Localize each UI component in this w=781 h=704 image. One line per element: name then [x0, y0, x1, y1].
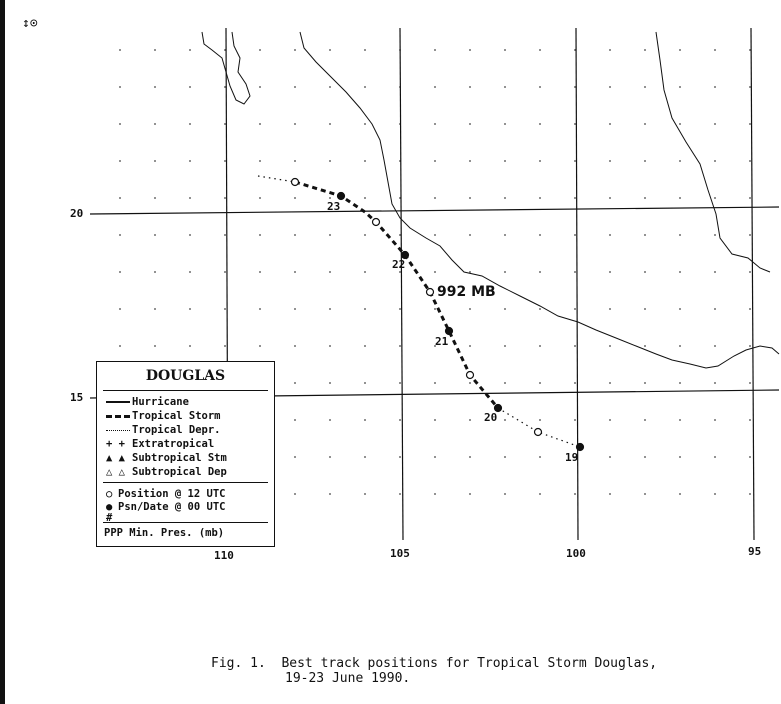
grid-dot [189, 345, 191, 347]
grid-dot [259, 234, 261, 236]
grid-dot [294, 49, 296, 51]
grid-dot [364, 345, 366, 347]
filled-triangle-symbol: ▲ ▲ [106, 452, 125, 464]
position-00utc-21 [446, 328, 453, 335]
grid-dot [679, 234, 681, 236]
grid-dot [259, 308, 261, 310]
grid-dot [539, 49, 541, 51]
grid-dot [189, 49, 191, 51]
grid-dot [434, 382, 436, 384]
lon-label-105: 105 [390, 547, 410, 560]
date-label-19: 19 [565, 451, 579, 464]
lon-label-100: 100 [566, 547, 586, 560]
grid-dot [399, 456, 401, 458]
grid-dot [714, 160, 716, 162]
grid-dot [294, 345, 296, 347]
grid-dot [329, 456, 331, 458]
date-label-20: 20 [484, 411, 498, 424]
grid-dot [574, 382, 576, 384]
figure-caption [211, 656, 657, 686]
grid-dot [294, 456, 296, 458]
grid-dot [119, 234, 121, 236]
grid-dot [609, 382, 611, 384]
grid-dot [294, 308, 296, 310]
grid-dot [609, 271, 611, 273]
grid-dot [294, 160, 296, 162]
grid-dot [469, 86, 471, 88]
grid-dot [399, 308, 401, 310]
grid-dot [469, 197, 471, 199]
grid-dot [434, 86, 436, 88]
grid-dot [504, 308, 506, 310]
grid-dot [294, 271, 296, 273]
lat-label-15: 15 [70, 391, 84, 404]
grid-dot [749, 160, 751, 162]
legend-row-tropical-storm [106, 410, 221, 422]
grid-dot [504, 123, 506, 125]
grid-dot [504, 271, 506, 273]
legend-row-tropical-depression [106, 424, 221, 436]
grid-dot [154, 234, 156, 236]
grid-dot [259, 49, 261, 51]
grid-dot [504, 197, 506, 199]
grid-dot [294, 197, 296, 199]
grid-dot [329, 345, 331, 347]
solid-line-symbol [106, 401, 130, 403]
grid-dot [469, 345, 471, 347]
open-triangle-symbol: △ △ [106, 466, 125, 478]
grid-dot [679, 123, 681, 125]
grid-dot [399, 419, 401, 421]
grid-dot [259, 160, 261, 162]
grid-dot [644, 456, 646, 458]
legend-label: Subtropical Dep [132, 466, 227, 478]
grid-dot [329, 382, 331, 384]
grid-dot [574, 197, 576, 199]
lon-label-110: 110 [214, 549, 234, 562]
grid-dot [119, 160, 121, 162]
meridian-105 [400, 28, 403, 540]
grid-dot [294, 419, 296, 421]
grid-dot [154, 197, 156, 199]
grid-dot [434, 160, 436, 162]
grid-dot [749, 382, 751, 384]
grid-dot [749, 234, 751, 236]
grid-dot [329, 419, 331, 421]
grid-dot [609, 493, 611, 495]
lon-label-95: 95 [748, 545, 762, 558]
grid-dot [294, 123, 296, 125]
date-label-22: 22 [392, 258, 406, 271]
grid-dot [364, 271, 366, 273]
mexico-west-coast [300, 32, 779, 368]
grid-dot [469, 456, 471, 458]
grid-dot [189, 86, 191, 88]
min-pressure-label: 992 MB [437, 284, 496, 300]
position-12utc [292, 179, 299, 186]
grid-dot [609, 419, 611, 421]
grid-dot [714, 456, 716, 458]
grid-dot [189, 123, 191, 125]
grid-dot [609, 197, 611, 199]
grid-dot [119, 123, 121, 125]
grid-dot [539, 382, 541, 384]
grid-dot [539, 234, 541, 236]
position-12utc [427, 289, 434, 296]
legend-row-subtropical-depression [106, 466, 227, 478]
grid-dot [364, 49, 366, 51]
grid-dot [749, 308, 751, 310]
grid-dot [574, 271, 576, 273]
grid-dot [364, 419, 366, 421]
plus-symbol: + + [106, 438, 125, 450]
legend-label: Tropical Storm [132, 410, 221, 422]
legend-label: Tropical Depr. [132, 424, 221, 436]
grid-dot [329, 234, 331, 236]
legend-divider [103, 390, 268, 391]
grid-dot [434, 234, 436, 236]
grid-dot [329, 197, 331, 199]
grid-dot [644, 234, 646, 236]
grid-dot [644, 86, 646, 88]
grid-dot [574, 419, 576, 421]
grid-dot [119, 86, 121, 88]
grid-dot [539, 419, 541, 421]
grid-dot [364, 493, 366, 495]
grid-dot [259, 197, 261, 199]
grid-dot [749, 197, 751, 199]
grid-dot [294, 86, 296, 88]
grid-dot [539, 456, 541, 458]
filled-circle-symbol: ● [106, 501, 113, 513]
grid-dot [679, 456, 681, 458]
grid-dot [329, 160, 331, 162]
grid-dot [469, 123, 471, 125]
caption-line-2: 19-23 June 1990. [285, 671, 411, 686]
grid-dot [154, 49, 156, 51]
lat-label-20: 20 [70, 207, 84, 220]
grid-dot [469, 271, 471, 273]
position-00utc-19 [577, 444, 584, 451]
position-12utc [535, 429, 542, 436]
grid-dot [749, 86, 751, 88]
grid-dot [609, 345, 611, 347]
hash-symbol: # [106, 512, 113, 524]
grid-dot [539, 493, 541, 495]
legend-label: Hurricane [132, 396, 189, 408]
caption-line-1: Fig. 1. Best track positions for Tropical Storm Douglas, [211, 656, 658, 671]
grid-dot [434, 271, 436, 273]
grid-dot [504, 419, 506, 421]
grid-dot [259, 123, 261, 125]
grid-dot [294, 382, 296, 384]
track-depression-late [498, 408, 580, 447]
grid-dot [504, 86, 506, 88]
grid-dot [224, 271, 226, 273]
grid-dot [119, 49, 121, 51]
grid-dot [714, 123, 716, 125]
dashed-line-symbol [106, 415, 130, 418]
grid-dot [539, 160, 541, 162]
grid-dot [539, 308, 541, 310]
grid-dot [609, 86, 611, 88]
grid-dot [364, 234, 366, 236]
grid-dot [714, 382, 716, 384]
grid-dot [154, 160, 156, 162]
grid-dot [609, 123, 611, 125]
grid-dot [539, 123, 541, 125]
grid-dot [539, 345, 541, 347]
grid-dot [329, 271, 331, 273]
grid-dot [714, 345, 716, 347]
grid-dot [504, 456, 506, 458]
grid-dot [749, 271, 751, 273]
grid-dot [644, 49, 646, 51]
grid-dot [364, 123, 366, 125]
grid-dot [119, 271, 121, 273]
grid-dot [644, 123, 646, 125]
grid-dot [189, 197, 191, 199]
track-depression-early [258, 176, 295, 182]
grid-dot [714, 49, 716, 51]
position-00utc-23 [338, 193, 345, 200]
meridian-95 [751, 28, 754, 540]
legend-row-subtropical-storm [106, 452, 227, 464]
grid-dot [364, 160, 366, 162]
grid-dot [119, 308, 121, 310]
grid-dot [189, 271, 191, 273]
grid-dot [749, 493, 751, 495]
grid-dot [679, 49, 681, 51]
grid-dot [679, 419, 681, 421]
grid-dot [294, 234, 296, 236]
legend-row-min-pressure [104, 527, 224, 539]
grid-dot [434, 123, 436, 125]
grid-dot [644, 419, 646, 421]
grid-dot [154, 308, 156, 310]
grid-dot [364, 456, 366, 458]
grid-dot [224, 123, 226, 125]
grid-dot [399, 345, 401, 347]
grid-dot [644, 493, 646, 495]
grid-dot [189, 234, 191, 236]
grid-dot [574, 493, 576, 495]
grid-dot [294, 493, 296, 495]
grid-dot [574, 234, 576, 236]
legend-label: Subtropical Stm [132, 452, 227, 464]
grid-dot [609, 456, 611, 458]
grid-dot [574, 308, 576, 310]
grid-dot [154, 123, 156, 125]
legend-title: DOUGLAS [145, 368, 226, 384]
legend-divider [103, 522, 268, 523]
coastline [202, 32, 779, 368]
grid-dot [364, 382, 366, 384]
grid-dot [189, 308, 191, 310]
grid-dot [574, 160, 576, 162]
legend-box [96, 361, 275, 547]
grid-dot [609, 49, 611, 51]
dotted-line-symbol [106, 430, 130, 431]
grid-dot [504, 160, 506, 162]
grid-dot [504, 234, 506, 236]
grid-dot [574, 123, 576, 125]
grid-dot [259, 345, 261, 347]
track-points [292, 179, 584, 451]
grid-dot [364, 86, 366, 88]
grid-dot [644, 382, 646, 384]
grid-dot [329, 49, 331, 51]
legend-label: Position @ 12 UTC [118, 488, 226, 500]
legend-row-extratropical [106, 438, 214, 450]
grid-dot [469, 382, 471, 384]
gulf-coast [656, 32, 770, 272]
grid-dot [679, 493, 681, 495]
corner-mark: ↕⊙ [22, 16, 38, 31]
grid-dot [749, 345, 751, 347]
open-circle-symbol: ○ [106, 488, 113, 500]
grid-dot [609, 308, 611, 310]
grid-dot [224, 160, 226, 162]
grid-dot [329, 493, 331, 495]
parallel-20 [90, 207, 779, 214]
grid-dot [469, 308, 471, 310]
grid-dot [329, 123, 331, 125]
legend-label: Psn/Date @ 00 UTC [118, 501, 226, 513]
grid-dot [714, 308, 716, 310]
grid-dot [329, 308, 331, 310]
grid-dot [434, 49, 436, 51]
grid-dot [399, 493, 401, 495]
grid-dot [364, 197, 366, 199]
grid-dot [749, 419, 751, 421]
grid-dot [224, 308, 226, 310]
grid-dot [539, 86, 541, 88]
grid-dot [749, 456, 751, 458]
grid-dot [154, 271, 156, 273]
grid-dot [679, 86, 681, 88]
legend-divider [103, 482, 268, 483]
grid-dot [119, 345, 121, 347]
date-label-21: 21 [435, 335, 449, 348]
grid-dot [434, 197, 436, 199]
date-label-23: 23 [327, 200, 341, 213]
grid-dot [679, 382, 681, 384]
grid-dot [714, 271, 716, 273]
grid-dot [609, 160, 611, 162]
grid-dot [749, 123, 751, 125]
grid-dot [679, 197, 681, 199]
grid-dot [504, 345, 506, 347]
legend-row-hurricane [106, 396, 189, 408]
grid-dot [434, 493, 436, 495]
grid-dot [679, 308, 681, 310]
grid-dot [399, 382, 401, 384]
grid-dot [644, 308, 646, 310]
grid-dot [539, 271, 541, 273]
grid-dot [679, 345, 681, 347]
grid-dot [119, 197, 121, 199]
grid-dot [504, 49, 506, 51]
grid-dot [504, 493, 506, 495]
grid-dot [539, 197, 541, 199]
grid-dot [714, 493, 716, 495]
grid-dot [469, 160, 471, 162]
grid-dot [609, 234, 611, 236]
grid-dot [644, 271, 646, 273]
grid-dot [189, 160, 191, 162]
grid-dot [469, 493, 471, 495]
grid-dot [679, 160, 681, 162]
grid-dot [644, 160, 646, 162]
grid-dot [224, 234, 226, 236]
storm-track [258, 176, 580, 447]
legend-row-position-00utc [106, 501, 225, 513]
grid-dot [434, 419, 436, 421]
grid-dot [224, 197, 226, 199]
grid-dot [574, 345, 576, 347]
grid-dot [644, 345, 646, 347]
grid-dot [364, 308, 366, 310]
grid-dot [469, 234, 471, 236]
grid-dot [504, 382, 506, 384]
grid-dot [399, 271, 401, 273]
grid-dot [434, 456, 436, 458]
legend-label: Extratropical [132, 438, 215, 450]
position-12utc [373, 219, 380, 226]
grid-dot [154, 345, 156, 347]
grid-dot [469, 49, 471, 51]
grid-dot [714, 419, 716, 421]
grid-dot [469, 419, 471, 421]
grid-dot [259, 271, 261, 273]
grid-dot [224, 345, 226, 347]
grid-dot [154, 86, 156, 88]
grid-dot [714, 197, 716, 199]
grid-dot [714, 86, 716, 88]
grid-dot [329, 86, 331, 88]
legend-row-position-12utc [106, 488, 225, 500]
grid-dot [259, 86, 261, 88]
grid-dot [644, 197, 646, 199]
grid-dot [434, 308, 436, 310]
legend-label: PPP Min. Pres. (mb) [104, 527, 225, 539]
grid-dot [714, 234, 716, 236]
grid-dot [679, 271, 681, 273]
position-12utc [467, 372, 474, 379]
